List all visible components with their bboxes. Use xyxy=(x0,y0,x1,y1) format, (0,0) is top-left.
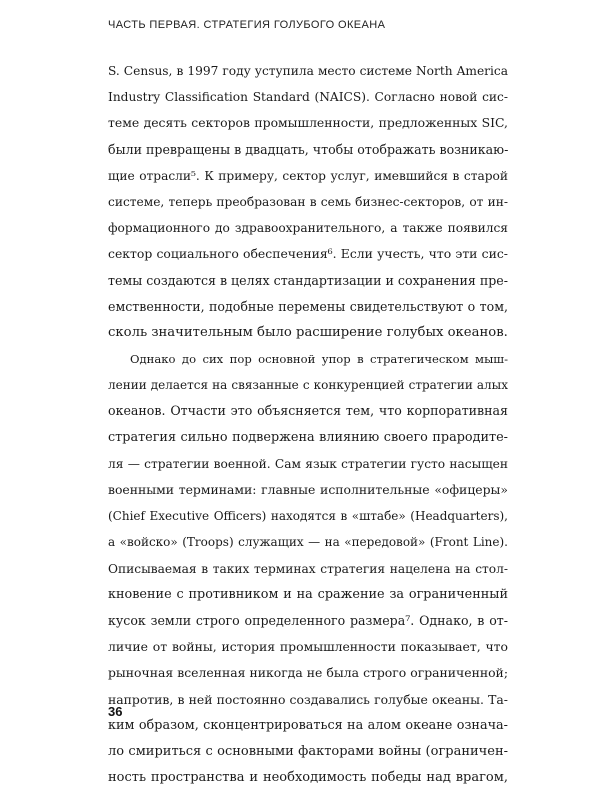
text-line: щие отрасли⁵. К примеру, сектор услуг, имевшийся в старой xyxy=(108,168,508,183)
text-line: напротив, в ней постоянно создавались голубые океаны. Та- xyxy=(108,691,508,707)
body-text xyxy=(108,58,508,791)
text-line: кусок земли строго определенного размера⁷. Однако, в от- xyxy=(108,612,508,628)
text-line: Описываемая в таких терминах стратегия нацелена на стол- xyxy=(108,561,508,576)
text-line: Industry Classification Standard (NAICS). Согласно новой сис- xyxy=(108,90,508,105)
text-line: темы создаются в целях стандартизации и сохранения пре- xyxy=(108,272,508,288)
text-line: были превращены в двадцать, чтобы отображать возникаю- xyxy=(108,141,509,157)
text-line: военными терминами: главные исполнительные «офицеры» xyxy=(108,482,508,497)
text-line: ля — стратегии военной. Сам язык стратегии густо насыщен xyxy=(108,456,508,471)
text-line: (Chief Executive Officers) находятся в «штабе» (Headquarters), xyxy=(108,509,508,524)
text-line: личие от войны, история промышленности показывает, что xyxy=(108,639,508,655)
text-line: ким образом, сконцентрироваться на алом океане означа- xyxy=(108,717,508,733)
running-header: ЧАСТЬ ПЕРВАЯ. СТРАТЕГИЯ ГОЛУБОГО ОКЕАНА xyxy=(108,19,386,31)
paragraph-end-line: сколь значительным было расширение голубых океанов. xyxy=(108,324,508,340)
text-line: сектор социального обеспечения⁶. Если учесть, что эти сис- xyxy=(108,246,508,262)
text-line: кновение с противником и на сражение за ограниченный xyxy=(108,586,508,602)
text-line: стратегия сильно подвержена влиянию своего прародите- xyxy=(108,429,508,445)
text-line: S. Census, в 1997 году уступила место системе North America xyxy=(108,64,508,78)
text-line: формационного до здравоохранительного, а также появился xyxy=(108,221,508,236)
text-line: ло смириться с основными факторами войны (ограничен- xyxy=(108,743,508,759)
page-number: 36 xyxy=(108,704,123,719)
text-line: теме десять секторов промышленности, предложенных SIC, xyxy=(108,115,508,131)
text-line: емственности, подобные перемены свидетельствуют о том, xyxy=(108,298,508,314)
text-line: ность пространства и необходимость победы над врагом, xyxy=(108,770,508,786)
text-line: а «войско» (Troops) служащих — на «передовой» (Front Line). xyxy=(108,535,508,550)
text-line: океанов. Отчасти это объясняется тем, что корпоративная xyxy=(108,403,508,419)
text-line: лении делается на связанные с конкуренцией стратегии алых xyxy=(108,378,508,393)
paragraph-first-line: Однако до сих пор основной упор в стратегическом мыш- xyxy=(130,352,508,367)
text-line: рыночная вселенная никогда не была строго ограниченной; xyxy=(108,665,508,681)
text-line: системе, теперь преобразован в семь бизнес-секторов, от ин- xyxy=(108,194,508,209)
